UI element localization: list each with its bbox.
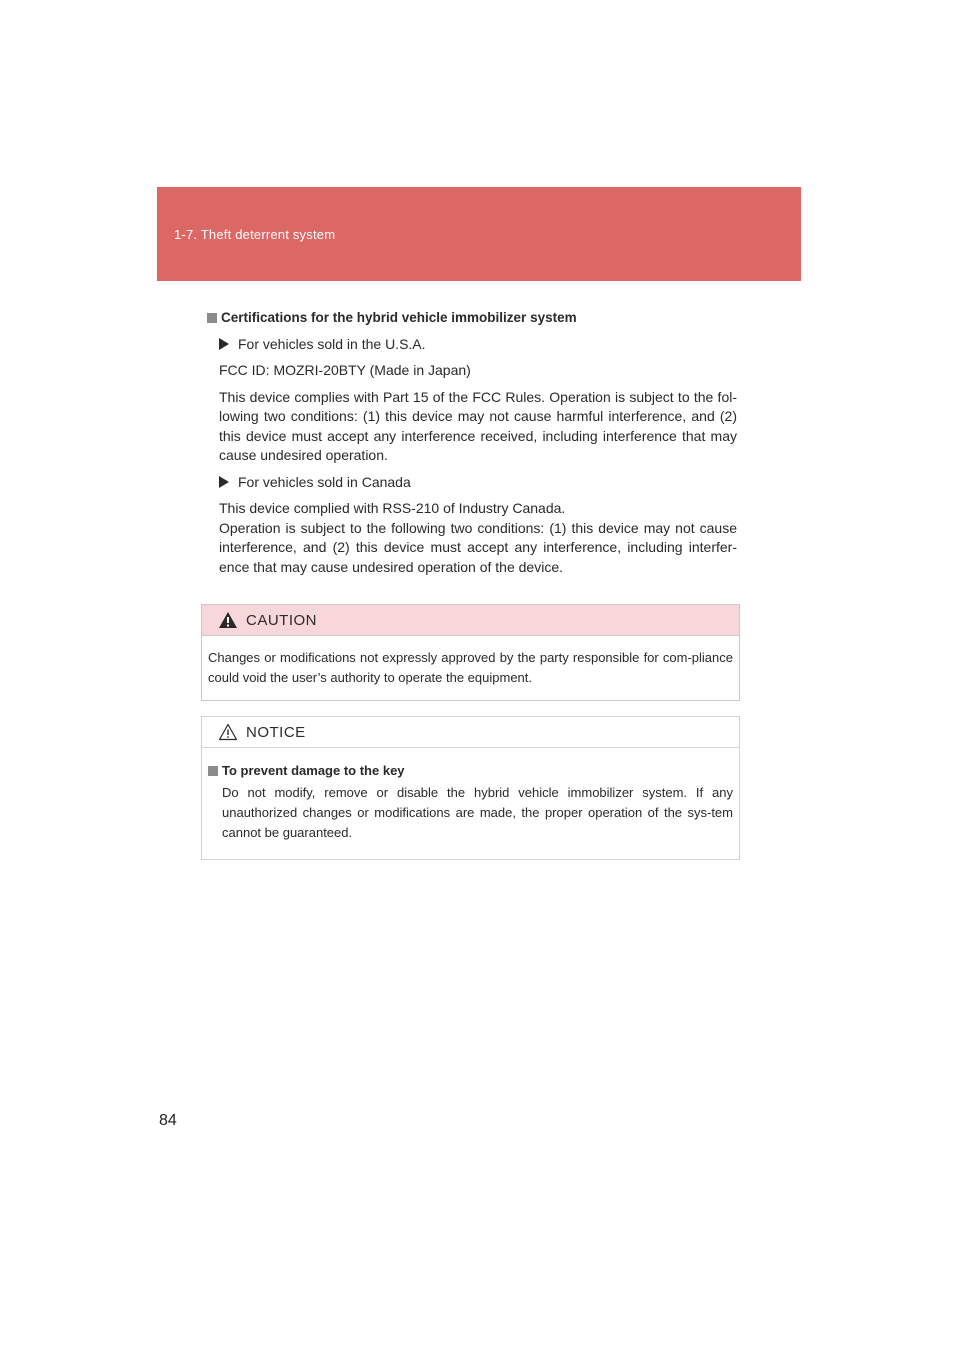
- caution-label: CAUTION: [246, 611, 317, 629]
- triangle-bullet-icon: [219, 476, 229, 488]
- notice-label: NOTICE: [246, 723, 306, 741]
- canada-line: This device complied with RSS-210 of Industry Canada.: [219, 500, 566, 516]
- usa-paragraph: This device complies with Part 15 of the FCC Rules. Operation is subject to the fol-lowing two conditions: (1) this device may not cause harmful interference, and (2) this device must accept any interference received, including interference that may cause undesired operation.: [219, 388, 737, 463]
- notice-text: Do not modify, remove or disable the hybrid vehicle immobilizer system. If any unauthorized changes or modifications are made, the proper operation of the sys-tem cannot be guaranteed.: [222, 785, 733, 840]
- page-number: 84: [159, 1112, 177, 1129]
- section-title: 1-7. Theft deterrent system: [174, 227, 336, 242]
- square-bullet-icon: [207, 313, 217, 323]
- main-content: [207, 308, 737, 584]
- square-bullet-icon: [208, 766, 218, 776]
- notice-body: [202, 748, 739, 843]
- fcc-id: FCC ID: MOZRI-20BTY (Made in Japan): [219, 362, 471, 378]
- notice-header: [202, 717, 739, 748]
- canada-bullet-label: For vehicles sold in Canada: [238, 473, 411, 490]
- caution-box: [201, 604, 740, 701]
- canada-bullet: [219, 473, 737, 493]
- triangle-bullet-icon: [219, 338, 229, 350]
- caution-header: [202, 605, 739, 636]
- section-heading-text: Certifications for the hybrid vehicle immobilizer system: [221, 310, 577, 325]
- usa-bullet-label: For vehicles sold in the U.S.A.: [238, 335, 426, 352]
- section-header-band: [157, 187, 801, 281]
- caution-text: Changes or modifications not expressly approved by the party responsible for com-pliance could void the user’s authority to operate the equipment.: [208, 650, 733, 685]
- notice-subheading-text: To prevent damage to the key: [222, 763, 405, 778]
- section-heading: [207, 308, 737, 328]
- usa-bullet: [219, 335, 737, 355]
- warning-outline-icon: [218, 723, 238, 741]
- canada-paragraph: Operation is subject to the following two conditions: (1) this device may not cause interference, and (2) this device must accept any interference, including interfer-ence that may cause undesired operation of the device.: [219, 519, 737, 575]
- notice-subheading: [208, 761, 733, 781]
- notice-box: [201, 716, 740, 860]
- warning-icon: [218, 611, 238, 629]
